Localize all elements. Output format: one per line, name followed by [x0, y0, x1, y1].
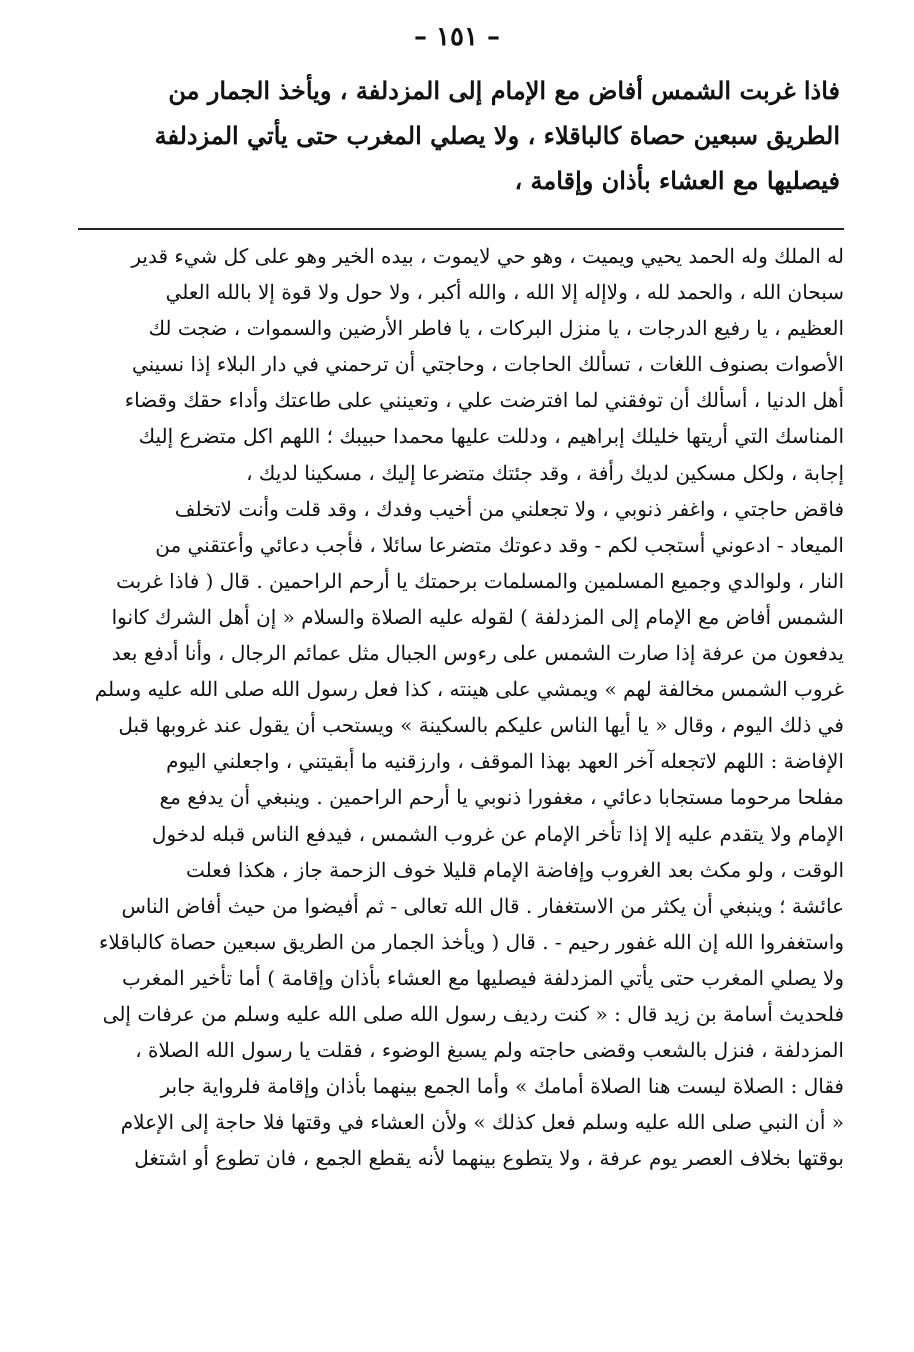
sharh-line: ولا يصلي المغرب حتى يأتي المزدلفة فيصليها مع العشاء بأذان وإقامة ) أما تأخير المغرب	[121, 965, 844, 990]
sharh-line: يدفعون من عرفة إذا صارت الشمس على رءوس الجبال مثل عمائم الرجال ، وأنا أدفع بعد	[111, 641, 844, 666]
matn-text	[80, 68, 840, 203]
matn-line: فيصليها مع العشاء بأذان وإقامة ،	[514, 166, 840, 195]
sharh-text	[92, 238, 844, 1176]
sharh-line: الشمس أفاض مع الإمام إلى المزدلفة ) لقوله عليه الصلاة والسلام « إن أهل الشرك كانوا	[111, 604, 844, 629]
sharh-line: في ذلك اليوم ، وقال « يا أيها الناس عليكم بالسكينة » ويستحب أن يقول عند غروبها قبل	[118, 713, 844, 738]
sharh-line: بوقتها بخلاف العصر يوم عرفة ، ولا يتطوع بينهما لأنه يقطع الجمع ، فان تطوع أو اشتغل	[134, 1146, 844, 1171]
sharh-line: « أن النبي صلى الله عليه وسلم فعل كذلك » ولأن العشاء في وقتها فلا حاجة إلى الإعلام	[120, 1110, 844, 1135]
sharh-line: الأصوات بصنوف اللغات ، تسألك الحاجات ، وحاجتي أن ترحمني في دار البلاء إذا نسيني	[131, 352, 844, 377]
matn-line: الطريق سبعين حصاة كالباقلاء ، ولا يصلي المغرب حتى يأتي المزدلفة	[154, 121, 840, 150]
sharh-line: الإمام ولا يتقدم عليه إلا إذا تأخر الإمام عن غروب الشمس ، فيدفع الناس قبله لدخول	[151, 821, 844, 846]
sharh-line: غروب الشمس مخالفة لهم » ويمشي على هينته ، كذا فعل رسول الله صلى الله عليه وسلم	[94, 677, 844, 702]
sharh-line: فاقض حاجتي ، واغفر ذنوبي ، ولا تجعلني من أخيب وفدك ، وقد قلت وأنت لاتخلف	[174, 496, 844, 521]
sharh-line: العظيم ، يا رفيع الدرجات ، يا منزل البركات ، يا فاطر الأرضين والسموات ، ضجت لك	[148, 316, 844, 341]
section-divider	[78, 228, 844, 230]
sharh-line: النار ، ولوالدي وجميع المسلمين والمسلمات برحمتك يا أرحم الراحمين . قال ( فاذا غربت	[116, 568, 844, 593]
sharh-line: مفلحا مرحوما مستجابا دعائي ، مغفورا ذنوبي يا أرحم الراحمين . وينبغي أن يدفع مع	[159, 785, 844, 810]
sharh-line: عائشة ؛ وينبغي أن يكثر من الاستغفار . قال الله تعالى - ثم أفيضوا من حيث أفاض الناس	[121, 893, 844, 918]
sharh-line: الإفاضة : اللهم لاتجعله آخر العهد بهذا الموقف ، وارزقنيه ما أبقيتني ، واجعلني اليوم	[166, 749, 844, 774]
sharh-line: المزدلفة ، فنزل بالشعب وقضى حاجته ولم يسبغ الوضوء ، فقلت يا رسول الله الصلاة ،	[135, 1038, 844, 1063]
sharh-line: له الملك وله الحمد يحيي ويميت ، وهو حي لايموت ، بيده الخير وهو على كل شيء قدير	[131, 244, 844, 268]
sharh-line: سبحان الله ، والحمد لله ، ولاإله إلا الله ، والله أكبر ، ولا حول ولا قوة إلا بالله العلي	[165, 280, 844, 305]
page-number: – ١٥١ –	[413, 22, 501, 52]
sharh-line: الميعاد - ادعوني أستجب لكم - وقد دعوتك متضرعا سائلا ، فأجب دعائي وأعتقني من	[155, 532, 844, 557]
sharh-line: فلحديث أسامة بن زيد قال : « كنت رديف رسول الله صلى الله عليه وسلم من عرفات إلى	[102, 1001, 844, 1026]
sharh-line: فقال : الصلاة ليست هنا الصلاة أمامك » وأما الجمع بينهما بأذان وإقامة فلرواية جابر	[160, 1074, 844, 1099]
sharh-line: المناسك التي أريتها خليلك إبراهيم ، ودللت عليها محمدا حبيبك ؛ اللهم اكل متضرع إليك	[138, 424, 844, 449]
matn-line: فاذا غربت الشمس أفاض مع الإمام إلى المزدلفة ، ويأخذ الجمار من	[168, 76, 840, 105]
sharh-line: إجابة ، ولكل مسكين لديك رأفة ، وقد جئتك متضرعا إليك ، مسكينا لديك ،	[246, 460, 844, 485]
sharh-line: الوقت ، ولو مكث بعد الغروب وإفاضة الإمام قليلا خوف الزحمة جاز ، هكذا فعلت	[186, 857, 844, 882]
sharh-line: واستغفروا الله إن الله غفور رحيم - . قال ( ويأخذ الجمار من الطريق سبعين حصاة كالباقلاء	[98, 929, 844, 954]
sharh-line: أهل الدنيا ، أسألك أن توفقني لما افترضت علي ، وتعينني على طاعتك وأداء حقك وقضاء	[124, 388, 844, 413]
